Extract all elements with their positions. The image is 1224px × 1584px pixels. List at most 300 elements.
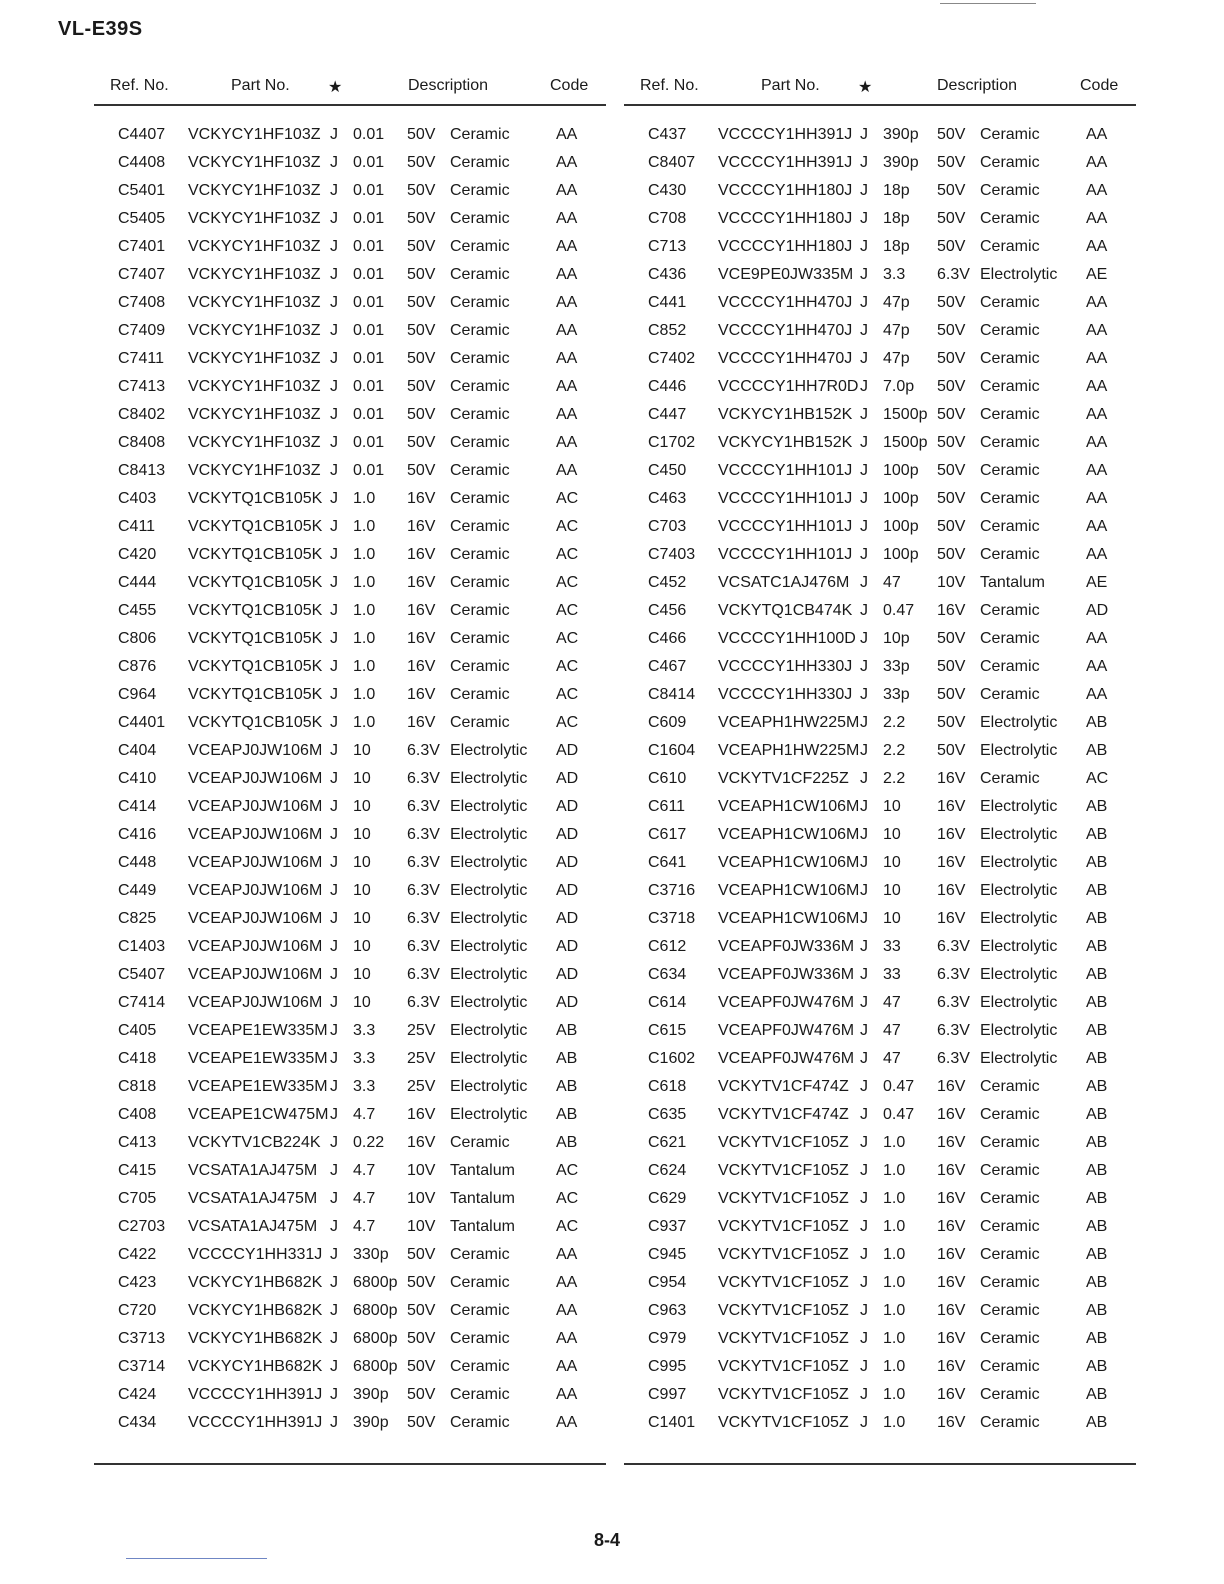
cell-rank: J <box>860 630 868 647</box>
cell-rank: J <box>860 462 868 479</box>
cell-value: 10 <box>353 910 371 927</box>
cell-code: AA <box>556 154 578 171</box>
table-row <box>94 1132 606 1160</box>
cell-code: AD <box>556 882 579 899</box>
cell-type: Ceramic <box>450 266 510 283</box>
cell-type: Ceramic <box>450 210 510 227</box>
cell-ref-no: C449 <box>118 882 157 899</box>
cell-ref-no: C416 <box>118 826 157 843</box>
table-row <box>624 1244 1136 1272</box>
table-row <box>94 544 606 572</box>
cell-rank: J <box>330 994 338 1011</box>
cell-part-no: VCEAPJ0JW106M <box>188 770 323 787</box>
cell-code: AA <box>1086 350 1108 367</box>
cell-ref-no: C7407 <box>118 266 166 283</box>
cell-code: AB <box>1086 1106 1108 1123</box>
table-row <box>94 348 606 376</box>
cell-part-no: VCEAPF0JW476M <box>718 1050 855 1067</box>
cell-rank: J <box>330 1246 338 1263</box>
table-row <box>624 516 1136 544</box>
cell-part-no: VCKYTV1CF105Z <box>718 1162 849 1179</box>
cell-type: Electrolytic <box>450 798 528 815</box>
cell-rank: J <box>330 714 338 731</box>
cell-part-no: VCSATA1AJ475M <box>188 1218 318 1235</box>
cell-code: AA <box>556 266 578 283</box>
table-header <box>624 70 1136 106</box>
cell-code: AA <box>556 350 578 367</box>
cell-voltage: 16V <box>407 630 436 647</box>
cell-part-no: VCKYTV1CF105Z <box>718 1246 849 1263</box>
cell-voltage: 16V <box>937 1414 966 1431</box>
cell-rank: J <box>330 770 338 787</box>
cell-part-no: VCCCCY1HH180J <box>718 182 853 199</box>
cell-part-no: VCCCCY1HH101J <box>718 546 853 563</box>
table-row <box>94 292 606 320</box>
cell-ref-no: C403 <box>118 490 157 507</box>
cell-code: AB <box>1086 1190 1108 1207</box>
cell-part-no: VCKYCY1HF103Z <box>188 154 321 171</box>
table-row <box>624 1188 1136 1216</box>
cell-part-no: VCEAPH1CW106M <box>718 798 860 815</box>
cell-value: 6800p <box>353 1302 398 1319</box>
cell-code: AC <box>556 714 579 731</box>
cell-type: Electrolytic <box>980 266 1058 283</box>
cell-part-no: VCKYTQ1CB105K <box>188 714 323 731</box>
cell-type: Ceramic <box>450 490 510 507</box>
table-row <box>94 1188 606 1216</box>
cell-code: AC <box>556 1190 579 1207</box>
cell-voltage: 50V <box>937 182 966 199</box>
cell-value: 1500p <box>883 434 928 451</box>
table-row <box>94 1328 606 1356</box>
cell-rank: J <box>330 1134 338 1151</box>
cell-part-no: VCEAPJ0JW106M <box>188 826 323 843</box>
table-row <box>94 208 606 236</box>
cell-type: Ceramic <box>980 1274 1040 1291</box>
cell-part-no: VCKYCY1HF103Z <box>188 210 321 227</box>
col-header-code: Code <box>550 77 589 94</box>
cell-rank: J <box>860 378 868 395</box>
cell-rank: J <box>860 882 868 899</box>
cell-rank: J <box>330 294 338 311</box>
cell-voltage: 16V <box>937 1274 966 1291</box>
cell-voltage: 50V <box>937 294 966 311</box>
cell-value: 10 <box>883 910 901 927</box>
table-row <box>94 1160 606 1188</box>
table-row <box>94 152 606 180</box>
cell-voltage: 16V <box>937 602 966 619</box>
cell-part-no: VCKYCY1HF103Z <box>188 322 321 339</box>
cell-code: AB <box>556 1106 578 1123</box>
cell-voltage: 50V <box>937 434 966 451</box>
cell-type: Ceramic <box>980 1078 1040 1095</box>
cell-ref-no: C624 <box>648 1162 687 1179</box>
cell-code: AA <box>556 1386 578 1403</box>
cell-ref-no: C945 <box>648 1246 687 1263</box>
cell-voltage: 50V <box>407 1358 436 1375</box>
cell-code: AA <box>556 1414 578 1431</box>
table-row <box>94 1356 606 1384</box>
cell-ref-no: C621 <box>648 1134 687 1151</box>
cell-rank: J <box>860 1386 868 1403</box>
cell-value: 0.01 <box>353 238 385 255</box>
cell-rank: J <box>860 1246 868 1263</box>
cell-ref-no: C964 <box>118 686 157 703</box>
table-row <box>94 656 606 684</box>
cell-ref-no: C997 <box>648 1386 687 1403</box>
cell-type: Ceramic <box>980 1330 1040 1347</box>
cell-type: Electrolytic <box>980 966 1058 983</box>
cell-part-no: VCKYTQ1CB105K <box>188 490 323 507</box>
cell-ref-no: C2703 <box>118 1218 166 1235</box>
cell-part-no: VCKYCY1HB682K <box>188 1330 323 1347</box>
cell-ref-no: C995 <box>648 1358 687 1375</box>
cell-code: AA <box>556 210 578 227</box>
table-row <box>94 796 606 824</box>
cell-voltage: 25V <box>407 1050 436 1067</box>
cell-value: 1.0 <box>353 546 376 563</box>
cell-ref-no: C708 <box>648 210 687 227</box>
cell-voltage: 6.3V <box>407 938 440 955</box>
cell-code: AB <box>1086 966 1108 983</box>
cell-type: Electrolytic <box>450 1078 528 1095</box>
cell-code: AB <box>1086 1246 1108 1263</box>
cell-ref-no: C818 <box>118 1078 157 1095</box>
cell-rank: J <box>860 1302 868 1319</box>
cell-value: 0.01 <box>353 266 385 283</box>
table-row <box>94 628 606 656</box>
cell-value: 4.7 <box>353 1218 376 1235</box>
cell-code: AB <box>1086 1274 1108 1291</box>
cell-type: Electrolytic <box>980 882 1058 899</box>
cell-type: Electrolytic <box>450 826 528 843</box>
cell-code: AD <box>556 938 579 955</box>
cell-voltage: 16V <box>407 658 436 675</box>
table-row <box>94 600 606 628</box>
cell-part-no: VCKYTV1CF105Z <box>718 1274 849 1291</box>
cell-voltage: 16V <box>937 1302 966 1319</box>
cell-value: 100p <box>883 490 919 507</box>
cell-ref-no: C713 <box>648 238 687 255</box>
cell-voltage: 50V <box>407 294 436 311</box>
cell-part-no: VCEAPF0JW336M <box>718 938 855 955</box>
cell-type: Ceramic <box>450 574 510 591</box>
cell-code: AE <box>1086 266 1108 283</box>
table-row <box>94 908 606 936</box>
cell-code: AB <box>1086 742 1108 759</box>
table-row <box>624 376 1136 404</box>
cell-ref-no: C3718 <box>648 910 696 927</box>
table-row <box>94 684 606 712</box>
cell-value: 0.01 <box>353 294 385 311</box>
cell-part-no: VCEAPJ0JW106M <box>188 742 323 759</box>
cell-rank: J <box>860 714 868 731</box>
table-row <box>624 124 1136 152</box>
cell-ref-no: C954 <box>648 1274 687 1291</box>
cell-code: AB <box>1086 714 1108 731</box>
cell-code: AB <box>1086 1134 1108 1151</box>
cell-value: 0.47 <box>883 602 915 619</box>
cell-ref-no: C8408 <box>118 434 166 451</box>
cell-code: AA <box>556 1358 578 1375</box>
cell-part-no: VCCCCY1HH330J <box>718 658 853 675</box>
cell-part-no: VCKYTQ1CB105K <box>188 630 323 647</box>
cell-rank: J <box>330 1414 338 1431</box>
cell-ref-no: C7414 <box>118 994 166 1011</box>
cell-value: 18p <box>883 210 910 227</box>
cell-code: AC <box>556 546 579 563</box>
col-header-part: Part No. <box>231 77 290 94</box>
cell-code: AB <box>1086 1386 1108 1403</box>
cell-code: AC <box>1086 770 1109 787</box>
cell-part-no: VCEAPJ0JW106M <box>188 882 323 899</box>
cell-part-no: VCKYTQ1CB105K <box>188 518 323 535</box>
cell-rank: J <box>860 238 868 255</box>
cell-part-no: VCKYTV1CF225Z <box>718 770 849 787</box>
cell-value: 4.7 <box>353 1162 376 1179</box>
cell-value: 7.0p <box>883 378 915 395</box>
cell-ref-no: C5407 <box>118 966 166 983</box>
cell-rank: J <box>330 126 338 143</box>
cell-voltage: 50V <box>937 630 966 647</box>
cell-type: Ceramic <box>450 1134 510 1151</box>
cell-code: AD <box>556 770 579 787</box>
table-row <box>94 1300 606 1328</box>
cell-rank: J <box>860 350 868 367</box>
cell-rank: J <box>330 210 338 227</box>
cell-type: Electrolytic <box>450 966 528 983</box>
cell-code: AA <box>556 1274 578 1291</box>
cell-voltage: 50V <box>937 462 966 479</box>
cell-part-no: VCKYTV1CF105Z <box>718 1190 849 1207</box>
cell-rank: J <box>330 1190 338 1207</box>
cell-rank: J <box>330 882 338 899</box>
cell-value: 100p <box>883 462 919 479</box>
cell-rank: J <box>330 574 338 591</box>
cell-value: 100p <box>883 518 919 535</box>
cell-value: 1.0 <box>883 1162 906 1179</box>
cell-rank: J <box>330 686 338 703</box>
cell-part-no: VCCCCY1HH330J <box>718 686 853 703</box>
cell-code: AB <box>1086 882 1108 899</box>
cell-ref-no: C434 <box>118 1414 157 1431</box>
cell-type: Ceramic <box>450 322 510 339</box>
cell-voltage: 50V <box>407 378 436 395</box>
cell-value: 0.01 <box>353 126 385 143</box>
table-body <box>94 124 606 1440</box>
cell-value: 0.01 <box>353 322 385 339</box>
cell-rank: J <box>330 854 338 871</box>
cell-part-no: VCEAPE1EW335M <box>188 1022 328 1039</box>
cell-voltage: 50V <box>937 518 966 535</box>
cell-code: AB <box>1086 994 1108 1011</box>
cell-code: AB <box>1086 854 1108 871</box>
cell-code: AD <box>556 826 579 843</box>
cell-code: AA <box>556 406 578 423</box>
cell-voltage: 6.3V <box>937 966 970 983</box>
cell-type: Electrolytic <box>980 1050 1058 1067</box>
table-row <box>624 1076 1136 1104</box>
cell-part-no: VCKYTQ1CB474K <box>718 602 853 619</box>
col-header-description: Description <box>408 77 489 94</box>
cell-value: 10 <box>883 798 901 815</box>
cell-voltage: 6.3V <box>407 826 440 843</box>
cell-ref-no: C615 <box>648 1022 687 1039</box>
cell-part-no: VCEAPJ0JW106M <box>188 910 323 927</box>
cell-type: Ceramic <box>450 182 510 199</box>
cell-value: 0.01 <box>353 462 385 479</box>
cell-rank: J <box>330 1162 338 1179</box>
cell-part-no: VCCCCY1HH100D <box>718 630 856 647</box>
cell-value: 1.0 <box>353 490 376 507</box>
page-number: 8-4 <box>594 1530 621 1550</box>
cell-type: Ceramic <box>980 126 1040 143</box>
table-row <box>624 600 1136 628</box>
cell-ref-no: C437 <box>648 126 687 143</box>
table-row <box>94 852 606 880</box>
table-row <box>624 320 1136 348</box>
cell-value: 390p <box>883 154 919 171</box>
cell-code: AB <box>1086 798 1108 815</box>
cell-rank: J <box>330 1302 338 1319</box>
cell-part-no: VCEAPJ0JW106M <box>188 798 323 815</box>
cell-value: 47p <box>883 322 910 339</box>
cell-code: AA <box>1086 322 1108 339</box>
cell-part-no: VCCCCY1HH7R0D <box>718 378 859 395</box>
table-row <box>94 824 606 852</box>
cell-type: Ceramic <box>980 630 1040 647</box>
cell-type: Ceramic <box>450 518 510 535</box>
table-row <box>94 516 606 544</box>
cell-value: 10 <box>353 938 371 955</box>
cell-value: 4.7 <box>353 1106 376 1123</box>
cell-type: Electrolytic <box>980 1022 1058 1039</box>
cell-ref-no: C705 <box>118 1190 157 1207</box>
cell-type: Ceramic <box>450 154 510 171</box>
cell-value: 1.0 <box>353 602 376 619</box>
cell-rank: J <box>330 742 338 759</box>
cell-type: Ceramic <box>980 182 1040 199</box>
cell-rank: J <box>860 266 868 283</box>
cell-voltage: 6.3V <box>407 966 440 983</box>
cell-type: Tantalum <box>980 574 1045 591</box>
cell-ref-no: C806 <box>118 630 157 647</box>
cell-value: 390p <box>353 1386 389 1403</box>
cell-part-no: VCKYCY1HB152K <box>718 406 853 423</box>
cell-type: Ceramic <box>450 1330 510 1347</box>
cell-voltage: 6.3V <box>407 994 440 1011</box>
cell-part-no: VCCCCY1HH180J <box>718 238 853 255</box>
cell-part-no: VCCCCY1HH470J <box>718 350 853 367</box>
cell-ref-no: C463 <box>648 490 687 507</box>
table-row <box>624 180 1136 208</box>
cell-part-no: VCEAPF0JW336M <box>718 966 855 983</box>
cell-ref-no: C5401 <box>118 182 166 199</box>
cell-part-no: VCKYTV1CF105Z <box>718 1302 849 1319</box>
cell-type: Ceramic <box>980 294 1040 311</box>
cell-ref-no: C413 <box>118 1134 157 1151</box>
cell-ref-no: C436 <box>648 266 687 283</box>
cell-rank: J <box>860 686 868 703</box>
cell-ref-no: C618 <box>648 1078 687 1095</box>
cell-ref-no: C447 <box>648 406 687 423</box>
cell-value: 2.2 <box>883 714 906 731</box>
cell-code: AB <box>556 1134 578 1151</box>
table-row <box>624 236 1136 264</box>
cell-voltage: 6.3V <box>407 770 440 787</box>
cell-voltage: 16V <box>937 1386 966 1403</box>
table-row <box>624 908 1136 936</box>
table-row <box>624 1160 1136 1188</box>
cell-part-no: VCKYCY1HB682K <box>188 1358 323 1375</box>
cell-ref-no: C410 <box>118 770 157 787</box>
cell-code: AD <box>556 910 579 927</box>
cell-part-no: VCEAPJ0JW106M <box>188 854 323 871</box>
cell-ref-no: C3713 <box>118 1330 166 1347</box>
cell-voltage: 50V <box>407 210 436 227</box>
cell-type: Ceramic <box>450 1414 510 1431</box>
cell-code: AB <box>1086 1414 1108 1431</box>
cell-code: AB <box>1086 910 1108 927</box>
cell-value: 0.01 <box>353 378 385 395</box>
table-row <box>94 1048 606 1076</box>
cell-rank: J <box>330 154 338 171</box>
cell-rank: J <box>860 574 868 591</box>
cell-rank: J <box>860 966 868 983</box>
cell-rank: J <box>860 1414 868 1431</box>
cell-part-no: VCE9PE0JW335M <box>718 266 854 283</box>
cell-voltage: 16V <box>937 1106 966 1123</box>
cell-voltage: 50V <box>937 322 966 339</box>
cell-value: 6800p <box>353 1358 398 1375</box>
cell-ref-no: C456 <box>648 602 687 619</box>
cell-rank: J <box>860 770 868 787</box>
cell-voltage: 50V <box>407 1302 436 1319</box>
cell-voltage: 50V <box>937 350 966 367</box>
cell-voltage: 50V <box>407 182 436 199</box>
cell-type: Ceramic <box>980 602 1040 619</box>
cell-value: 18p <box>883 238 910 255</box>
cell-value: 0.01 <box>353 182 385 199</box>
cell-value: 10 <box>353 882 371 899</box>
cell-rank: J <box>330 378 338 395</box>
cell-part-no: VCSATC1AJ476M <box>718 574 850 591</box>
cell-value: 47p <box>883 294 910 311</box>
cell-ref-no: C1403 <box>118 938 166 955</box>
cell-value: 1.0 <box>883 1386 906 1403</box>
cell-part-no: VCCCCY1HH101J <box>718 462 853 479</box>
cell-code: AB <box>1086 1050 1108 1067</box>
cell-voltage: 50V <box>937 686 966 703</box>
table-row <box>624 1104 1136 1132</box>
cell-ref-no: C7413 <box>118 378 166 395</box>
cell-type: Electrolytic <box>450 910 528 927</box>
cell-ref-no: C408 <box>118 1106 157 1123</box>
cell-part-no: VCKYCY1HF103Z <box>188 462 321 479</box>
cell-type: Ceramic <box>980 406 1040 423</box>
cell-voltage: 16V <box>937 1218 966 1235</box>
cell-code: AA <box>556 1246 578 1263</box>
cell-code: AA <box>556 126 578 143</box>
cell-ref-no: C8413 <box>118 462 166 479</box>
cell-voltage: 16V <box>937 770 966 787</box>
cell-voltage: 16V <box>937 1162 966 1179</box>
cell-part-no: VCKYCY1HB682K <box>188 1274 323 1291</box>
cell-voltage: 50V <box>937 546 966 563</box>
cell-ref-no: C7409 <box>118 322 166 339</box>
cell-value: 6800p <box>353 1330 398 1347</box>
table-row <box>624 544 1136 572</box>
